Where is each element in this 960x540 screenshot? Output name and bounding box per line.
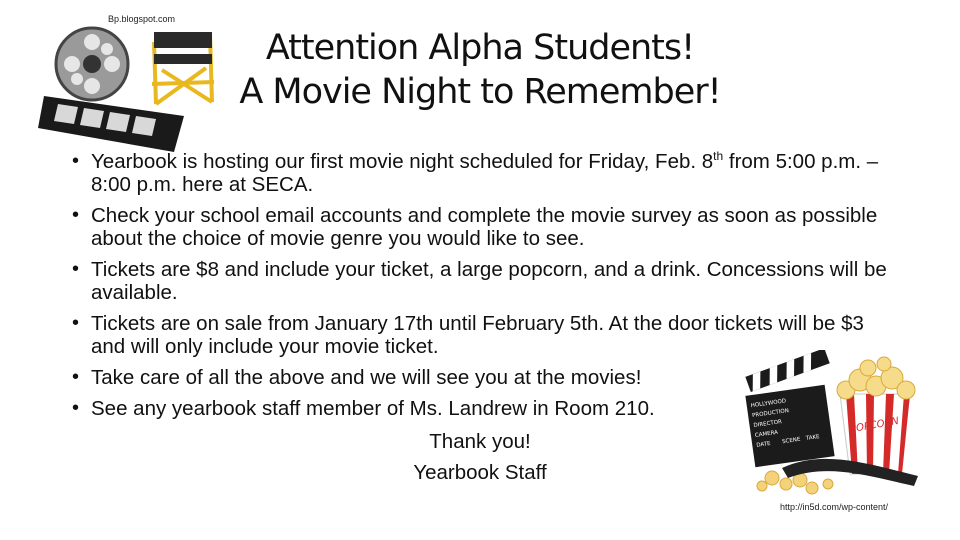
bullet-icon: • <box>72 397 80 419</box>
list-item: • Tickets are $8 and include your ticket, a large popcorn, and a drink. Concessions will be available. <box>72 258 887 304</box>
ordinal-suffix: th <box>713 149 724 164</box>
signoff-signature: Yearbook Staff <box>413 461 547 484</box>
clapboard-popcorn-illustration <box>742 350 922 498</box>
list-item: • Take care of all the above and we will see you at the movies! <box>72 366 642 389</box>
bullet-icon: • <box>72 150 80 172</box>
clapboard-label: SCENE <box>781 436 801 446</box>
signoff-thanks: Thank you! <box>429 430 531 453</box>
list-item: • Check your school email accounts and complete the movie survey as soon as possible about the choice of movie genre you would like to see. <box>72 204 878 250</box>
popcorn-box-icon <box>837 357 915 474</box>
image-credit-top: Bp.blogspot.com <box>108 14 176 24</box>
bullet-icon: • <box>72 312 80 334</box>
signoff <box>330 426 630 488</box>
list-item: • See any yearbook staff member of Ms. Landrew in Room 210. <box>72 397 655 420</box>
film-reel-director-chair-illustration <box>34 24 234 154</box>
clapboard-label: DIRECTOR <box>753 419 783 430</box>
film-reel-icon <box>56 28 128 100</box>
film-strip-icon <box>38 96 184 152</box>
clapboard-label: HOLLYWOOD <box>750 398 787 410</box>
clapboard-label: TAKE <box>805 434 821 442</box>
clapboard-label: DATE <box>756 440 772 449</box>
clapboard-icon <box>745 350 834 467</box>
page-title <box>220 26 740 114</box>
title-line-2: A Movie Night to Remember! <box>239 72 721 112</box>
clapboard-label: CAMERA <box>754 429 779 439</box>
bullet-icon: • <box>72 258 80 280</box>
image-credit-bottom: http://in5d.com/wp-content/ <box>780 502 889 512</box>
bullet-icon: • <box>72 366 80 388</box>
title-line-1: Attention Alpha Students! <box>265 28 695 68</box>
popcorn-box-label: POPCORN <box>849 415 900 436</box>
bullet-icon: • <box>72 204 80 226</box>
clapboard-label: PRODUCTION <box>751 408 790 420</box>
list-item: • Tickets are on sale from January 17th until February 5th. At the door tickets will be $3 and will only include your movie ticket. <box>72 312 864 358</box>
list-item: • Yearbook is hosting our first movie night scheduled for Friday, Feb. 8th from 5:00 p.m. – 8:00 p.m. here at SECA. <box>72 149 879 196</box>
